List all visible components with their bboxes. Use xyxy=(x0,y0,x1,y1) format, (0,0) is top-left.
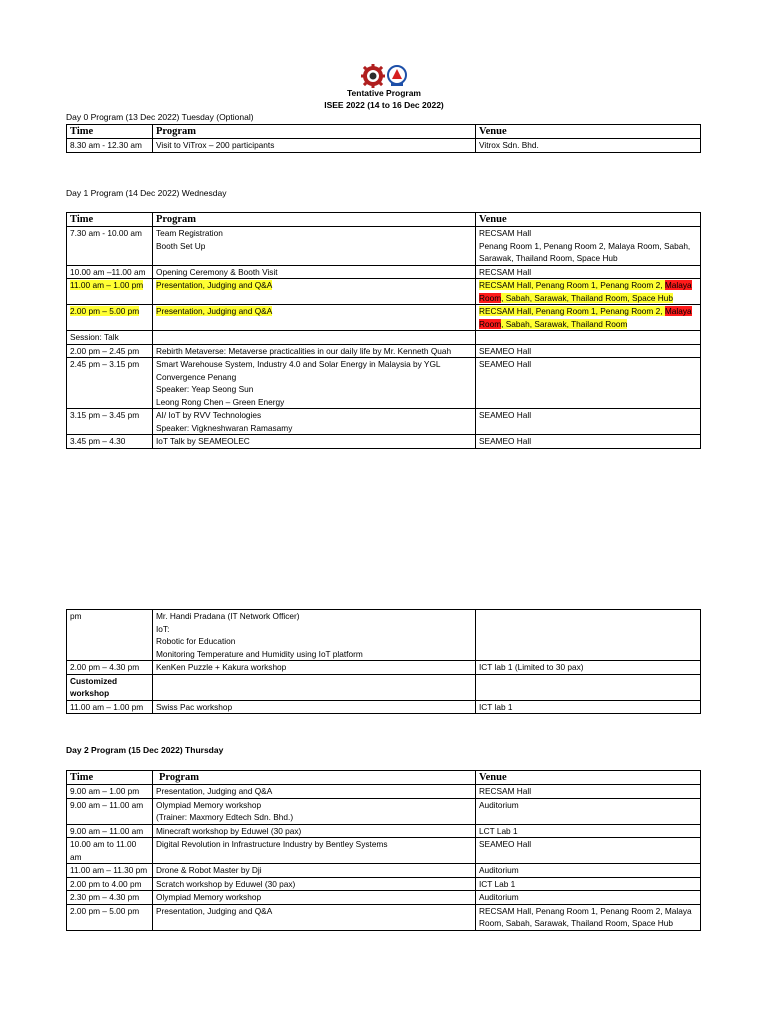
time-cell: 2.00 pm – 5.00 pm xyxy=(67,904,153,930)
venue-cell xyxy=(476,279,701,305)
time-cell: 10.00 am –11.00 am xyxy=(67,265,153,279)
highlighted-time: 11.00 am – 1.00 pm xyxy=(70,280,144,290)
column-header-program: Program xyxy=(153,771,476,785)
time-cell: 9.00 am – 1.00 pm xyxy=(67,785,153,799)
time-cell: pm xyxy=(67,610,153,661)
venue-cell: RECSAM Hall xyxy=(476,265,701,279)
highlighted-venue: , Sabah, Sarawak, Thailand Room xyxy=(501,318,628,329)
program-cell: Swiss Pac workshop xyxy=(153,700,476,714)
program-line: Olympiad Memory workshop xyxy=(156,799,262,810)
venue-cell: SEAMEO Hall xyxy=(476,838,701,864)
day1-heading: Day 1 Program (14 Dec 2022) Wednesday xyxy=(66,188,227,198)
section-label-cell: Customized workshop xyxy=(67,674,153,700)
venue-cell: LCT Lab 1 xyxy=(476,824,701,838)
program-cell: Digital Revolution in Infrastructure Industry by Bentley Systems xyxy=(153,838,476,864)
table-row xyxy=(67,904,701,930)
program-cell xyxy=(153,331,476,345)
table-row xyxy=(67,877,701,891)
program-line: Leong Rong Chen – Green Energy xyxy=(156,396,285,407)
column-header-venue: Venue xyxy=(476,125,701,139)
time-cell: 7.30 am - 10.00 am xyxy=(67,227,153,266)
page-title: Tentative Program xyxy=(346,88,421,98)
table-row xyxy=(67,139,701,153)
highlighted-program: Presentation, Judging and Q&A xyxy=(156,280,273,290)
time-cell: 3.45 pm – 4.30 xyxy=(67,435,153,449)
program-line: Smart Warehouse System, Industry 4.0 and Solar Energy in Malaysia by YGL Convergence Penang xyxy=(156,359,441,382)
table-header-row xyxy=(67,771,701,785)
venue-cell: ICT lab 1 xyxy=(476,700,701,714)
day2-table xyxy=(66,770,701,931)
table-header-row xyxy=(67,213,701,227)
page-subtitle: ISEE 2022 (14 to 16 Dec 2022) xyxy=(324,100,444,110)
highlighted-venue: RECSAM Hall, Penang Room 1, Penang Room 2, xyxy=(479,280,665,290)
table-row xyxy=(67,661,701,675)
time-cell: 2.45 pm – 3.15 pm xyxy=(67,358,153,409)
highlighted-venue: , Sabah, Sarawak, Thailand Room, Space Hub xyxy=(501,292,674,303)
venue-cell: SEAMEO Hall xyxy=(476,435,701,449)
venue-cell: Auditorium xyxy=(476,798,701,824)
time-cell xyxy=(67,305,153,331)
program-line: Mr. Handi Pradana (IT Network Officer) xyxy=(156,611,300,621)
column-header-time: Time xyxy=(67,771,153,785)
time-cell: 10.00 am to 11.00 am xyxy=(67,838,153,864)
column-header-program: Program xyxy=(153,213,476,227)
table-row xyxy=(67,409,701,435)
time-cell: 2.00 pm – 4.30 pm xyxy=(67,661,153,675)
venue-cell: Vitrox Sdn. Bhd. xyxy=(476,139,701,153)
venue-cell: SEAMEO Hall xyxy=(476,409,701,435)
table-row xyxy=(67,331,701,345)
program-cell xyxy=(153,305,476,331)
program-line: Speaker: Yeap Seong Sun xyxy=(156,384,254,394)
table-row xyxy=(67,785,701,799)
program-cell xyxy=(153,358,476,409)
time-cell: 2.30 pm – 4.30 pm xyxy=(67,891,153,905)
time-cell: 11.00 am – 1.00 pm xyxy=(67,700,153,714)
program-cell: Minecraft workshop by Eduwel (30 pax) xyxy=(153,824,476,838)
program-cell: Visit to ViTrox – 200 participants xyxy=(153,139,476,153)
program-cell: Rebirth Metaverse: Metaverse practicalities in our daily life by Mr. Kenneth Quah xyxy=(153,344,476,358)
program-cell xyxy=(153,610,476,661)
table-row xyxy=(67,838,701,864)
column-header-venue: Venue xyxy=(476,771,701,785)
program-line: Speaker: Vigkneshwaran Ramasamy xyxy=(156,422,293,433)
venue-line: RECSAM Hall xyxy=(479,228,532,238)
program-cell xyxy=(153,227,476,266)
institution-emblem-icon xyxy=(388,66,406,86)
program-cell: Olympiad Memory workshop xyxy=(153,891,476,905)
table-row xyxy=(67,798,701,824)
venue-cell xyxy=(476,305,701,331)
time-cell: 2.00 pm to 4.00 pm xyxy=(67,877,153,891)
time-cell: 2.00 pm – 2.45 pm xyxy=(67,344,153,358)
table-row xyxy=(67,864,701,878)
day1-continued-table xyxy=(66,609,701,714)
program-line: Robotic for Education xyxy=(156,636,236,646)
gear-crest-icon xyxy=(361,64,385,88)
program-cell: Drone & Robot Master by Dji xyxy=(153,864,476,878)
table-row xyxy=(67,358,701,409)
session-label-cell: Session: Talk xyxy=(67,331,153,345)
table-row xyxy=(67,610,701,661)
table-row xyxy=(67,674,701,700)
header-logos xyxy=(361,64,409,88)
column-header-venue: Venue xyxy=(476,213,701,227)
venue-cell xyxy=(476,331,701,345)
program-cell: Presentation, Judging and Q&A xyxy=(153,785,476,799)
time-cell xyxy=(67,279,153,305)
day2-heading: Day 2 Program (15 Dec 2022) Thursday xyxy=(66,745,224,755)
venue-cell: RECSAM Hall, Penang Room 1, Penang Room 2, Malaya Room, Sabah, Sarawak, Thailand Room, Space Hub xyxy=(476,904,701,930)
highlighted-time: 2.00 pm – 5.00 pm xyxy=(70,306,140,316)
program-line: Team Registration xyxy=(156,228,223,238)
table-row xyxy=(67,344,701,358)
table-row xyxy=(67,265,701,279)
time-cell: 9.00 am – 11.00 am xyxy=(67,824,153,838)
time-cell: 11.00 am – 11.30 pm xyxy=(67,864,153,878)
column-header-time: Time xyxy=(67,213,153,227)
red-highlighted-venue: Malaya Room xyxy=(479,280,692,303)
day0-heading: Day 0 Program (13 Dec 2022) Tuesday (Optional) xyxy=(66,112,254,122)
program-cell xyxy=(153,674,476,700)
time-cell: 3.15 pm – 3.45 pm xyxy=(67,409,153,435)
program-cell: IoT Talk by SEAMEOLEC xyxy=(153,435,476,449)
program-cell: Opening Ceremony & Booth Visit xyxy=(153,265,476,279)
program-cell xyxy=(153,409,476,435)
venue-cell: RECSAM Hall xyxy=(476,785,701,799)
program-line: Booth Set Up xyxy=(156,240,206,251)
red-highlighted-venue: Malaya Room xyxy=(479,306,692,329)
table-row xyxy=(67,700,701,714)
highlighted-venue: RECSAM Hall, Penang Room 1, Penang Room 2, xyxy=(479,306,665,316)
table-row xyxy=(67,279,701,305)
program-cell: KenKen Puzzle + Kakura workshop xyxy=(153,661,476,675)
venue-cell: Auditorium xyxy=(476,891,701,905)
time-cell: 8.30 am - 12.30 am xyxy=(67,139,153,153)
venue-line: Penang Room 1, Penang Room 2, Malaya Room, Sabah, Sarawak, Thailand Room, Space Hub xyxy=(479,240,691,263)
column-header-time: Time xyxy=(67,125,153,139)
venue-cell: SEAMEO Hall xyxy=(476,344,701,358)
table-header-row xyxy=(67,125,701,139)
program-line: AI/ IoT by RVV Technologies xyxy=(156,410,262,420)
program-line: Monitoring Temperature and Humidity using IoT platform xyxy=(156,648,363,659)
time-cell: 9.00 am – 11.00 am xyxy=(67,798,153,824)
venue-cell xyxy=(476,227,701,266)
table-row xyxy=(67,227,701,266)
venue-cell xyxy=(476,674,701,700)
program-cell xyxy=(153,798,476,824)
program-cell: Presentation, Judging and Q&A xyxy=(153,904,476,930)
venue-cell: ICT lab 1 (Limited to 30 pax) xyxy=(476,661,701,675)
highlighted-program: Presentation, Judging and Q&A xyxy=(156,306,273,316)
venue-cell: SEAMEO Hall xyxy=(476,358,701,409)
table-row xyxy=(67,305,701,331)
program-line: (Trainer: Maxmory Edtech Sdn. Bhd.) xyxy=(156,812,294,822)
day0-table xyxy=(66,124,701,153)
table-row xyxy=(67,824,701,838)
table-row xyxy=(67,435,701,449)
venue-cell: ICT Lab 1 xyxy=(476,877,701,891)
program-cell: Scratch workshop by Eduwel (30 pax) xyxy=(153,877,476,891)
day1-table xyxy=(66,212,701,449)
table-row xyxy=(67,891,701,905)
program-line: IoT: xyxy=(156,623,170,634)
column-header-program: Program xyxy=(153,125,476,139)
program-cell xyxy=(153,279,476,305)
venue-cell: Auditorium xyxy=(476,864,701,878)
venue-cell xyxy=(476,610,701,661)
